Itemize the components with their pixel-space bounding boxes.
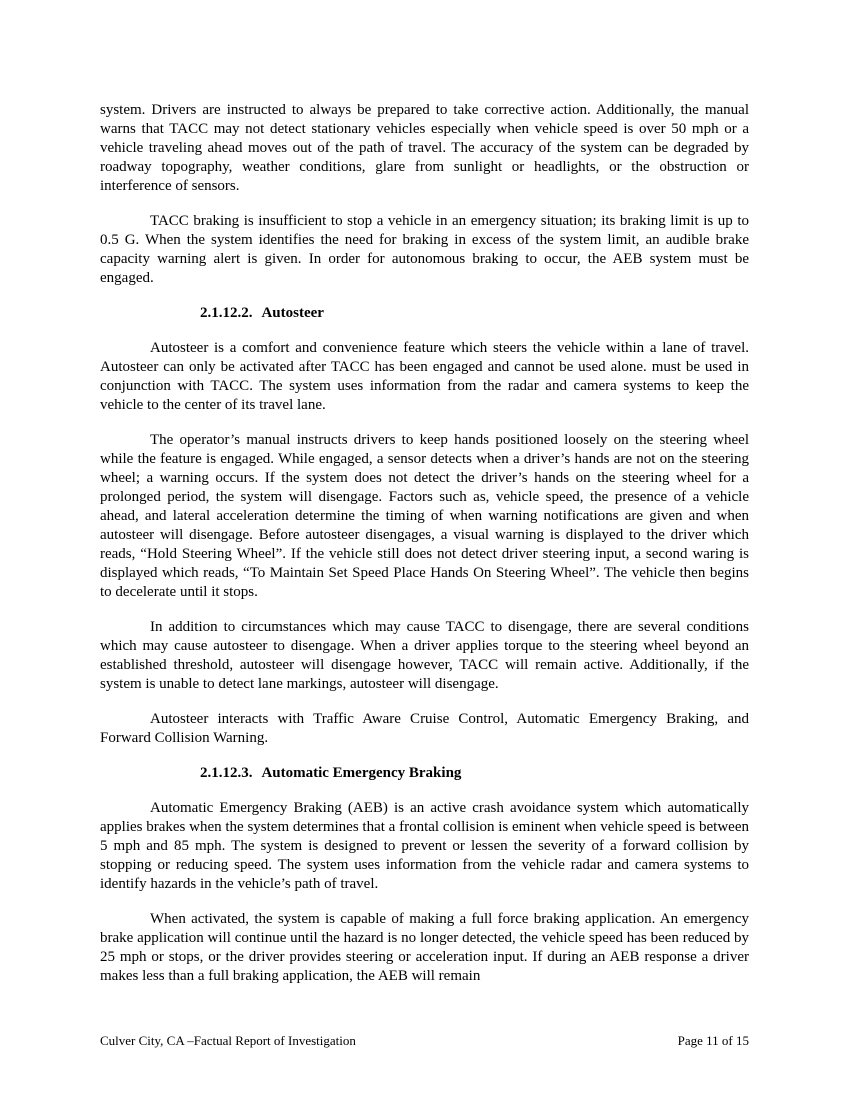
paragraph-tacc-braking: TACC braking is insufficient to stop a vehicle in an emergency situation; its braking limit is up to 0.5 G. When the system identifies the need for braking in excess of the system limit, an audible brake capacity warning alert is given. In order for autonomous braking to occur, the AEB system must be engaged.: [100, 213, 749, 286]
paragraph-autosteer-hands: The operator’s manual instructs drivers to keep hands positioned loosely on the steering wheel while the feature is engaged. While engaged, a sensor detects when a driver’s hands are not on the steering wheel; a warning occurs. If the system does not detect the driver’s hands on the steering wheel for a prolonged period, the system will disengage. Factors such as, vehicle speed, the presence of a vehicle ahead, and lateral acceleration determine the timing of when warning notifications are given and when autosteer will disengage. Before autosteer disengages, a visual warning is displayed to the driver which reads, “Hold Steering Wheel”. If the vehicle still does not detect driver steering input, a second waring is displayed which reads, “To Maintain Set Speed Place Hands On Steering Wheel”. The vehicle then begins to decelerate until it stops.: [100, 432, 749, 600]
footer-page-number: Page 11 of 15: [677, 1033, 749, 1048]
paragraph-autosteer-disengage: In addition to circumstances which may cause TACC to disengage, there are several conditions which may cause autosteer to disengage. When a driver applies torque to the steering wheel beyond an established threshold, autosteer will disengage however, TACC will remain active. Additionally, if the system is unable to detect lane markings, autosteer will disengage.: [100, 619, 749, 692]
section-title: Autosteer: [261, 305, 324, 321]
paragraph-aeb-activation: When activated, the system is capable of making a full force braking application. An emergency brake application will continue until the hazard is no longer detected, the vehicle speed has been reduced by 25 mph or stops, or the driver provides steering or acceleration input. If during an AEB response a driver makes less than a full braking application, the AEB will remain: [100, 911, 749, 984]
footer-report-title: Culver City, CA –Factual Report of Investigation: [100, 1033, 356, 1048]
paragraph-autosteer-intro: Autosteer is a comfort and convenience feature which steers the vehicle within a lane of travel. Autosteer can only be activated after TACC has been engaged and cannot be used alone. must be used in conjunction with TACC. The system uses information from the radar and camera systems to keep the vehicle to the center of its travel lane.: [100, 340, 749, 413]
section-title: Automatic Emergency Braking: [261, 765, 462, 781]
page-footer: [100, 1033, 749, 1049]
section-heading-autosteer: [200, 304, 749, 323]
document-body: [100, 101, 749, 1002]
section-number: 2.1.12.2.: [200, 305, 253, 321]
section-heading-aeb: [200, 764, 749, 783]
paragraph-aeb-intro: Automatic Emergency Braking (AEB) is an active crash avoidance system which automatically applies brakes when the system determines that a frontal collision is eminent when vehicle speed is between 5 mph and 85 mph. The system is designed to prevent or lessen the severity of a forward collision by stopping or reducing speed. The system uses information from the vehicle radar and camera systems to identify hazards in the vehicle’s path of travel.: [100, 800, 749, 892]
section-number: 2.1.12.3.: [200, 765, 253, 781]
paragraph-tacc-warnings: system. Drivers are instructed to always be prepared to take corrective action. Additionally, the manual warns that TACC may not detect stationary vehicles especially when vehicle speed is over 50 mph or a vehicle traveling ahead moves out of the path of travel. The accuracy of the system can be degraded by roadway topography, weather conditions, glare from sunlight or headlights, or the obstruction or interference of sensors.: [100, 102, 749, 194]
paragraph-autosteer-interacts: Autosteer interacts with Traffic Aware Cruise Control, Automatic Emergency Braking, and Forward Collision Warning.: [100, 711, 749, 746]
